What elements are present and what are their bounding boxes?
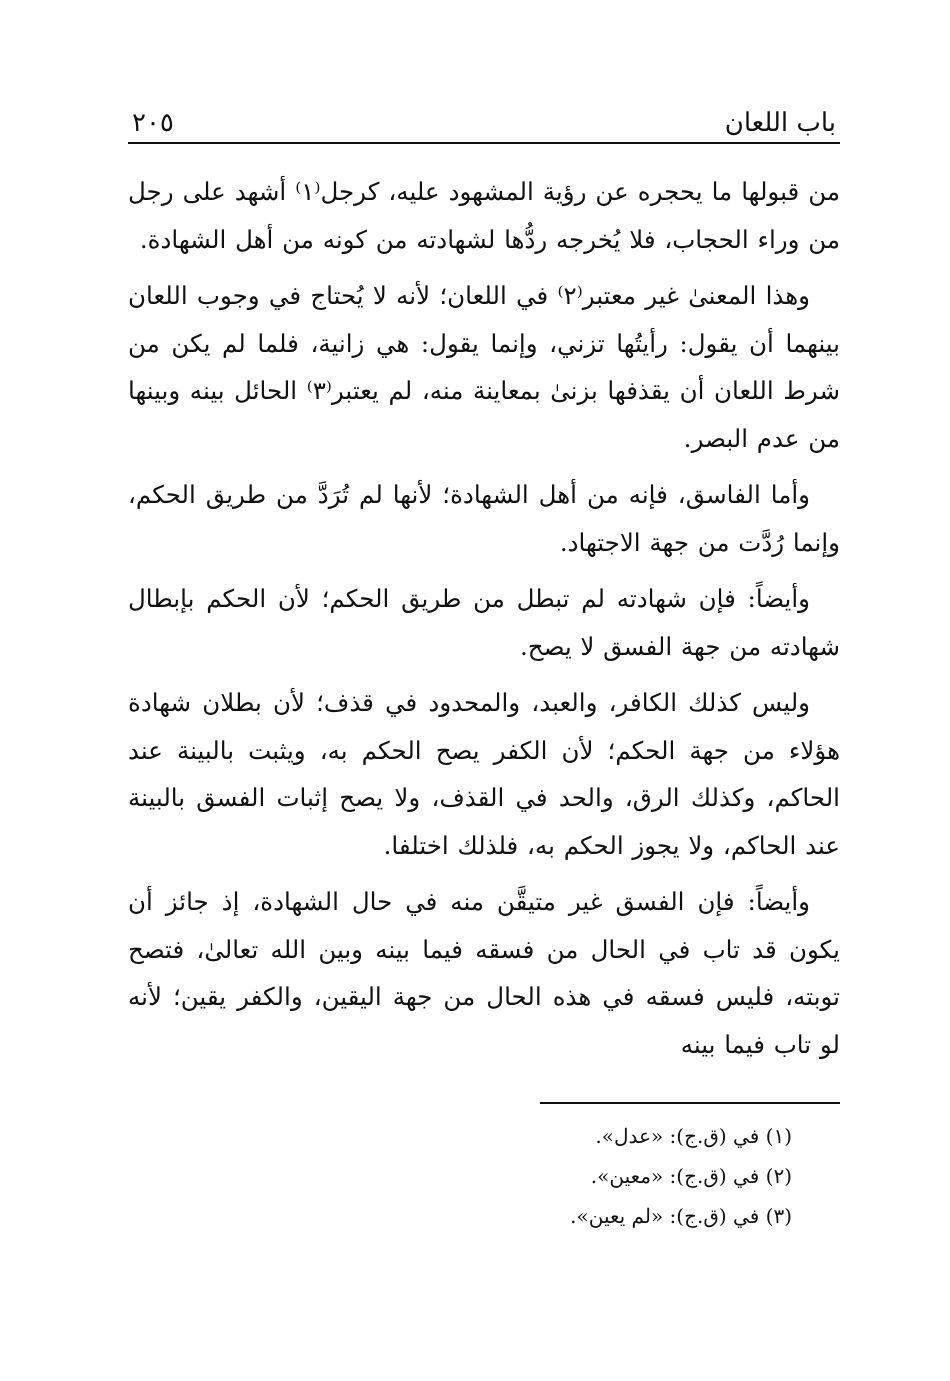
paragraph: وهذا المعنىٰ غير معتبر⁽٢⁾ في اللعان؛ لأنه لا يُحتاج في وجوب اللعان بينهما أن يقول: رأيتُها تزني، وإنما يقول: هي زانية، فلما لم يكن من شرط اللعان أن يقذفها بزنىٰ بمعاينة منه، لم يعتبر⁽٣⁾ الحائل بينه وبينها من عدم البصر.	[128, 281, 840, 453]
paragraph: وأيضاً: فإن الفسق غير متيقَّن منه في حال الشهادة، إذ جائز أن يكون قد تاب في الحال من فسقه فيما بينه وبين الله تعالىٰ، فتصح توبته، فليس فسقه في هذه الحال من جهة اليقين، والكفر يقين؛ لأنه لو تاب فيما بينه	[128, 887, 840, 1059]
main-text	[128, 168, 840, 1068]
paragraph: وليس كذلك الكافر، والعبد، والمحدود في قذف؛ لأن بطلان شهادة هؤلاء من جهة الحكم؛ لأن الكفر يصح الحكم به، ويثبت بالبينة عند الحاكم، وكذلك الرق، والحد في القذف، ولا يصح إثبات الفسق بالبينة عند الحاكم، ولا يجوز الحكم به، فلذلك اختلفا.	[128, 688, 840, 860]
paragraph: وأما الفاسق، فإنه من أهل الشهادة؛ لأنها لم تُرَدَّ من طريق الحكم، وإنما رُدَّت من جهة الاجتهاد.	[128, 480, 840, 557]
paragraph: وأيضاً: فإن شهادته لم تبطل من طريق الحكم؛ لأن الحكم بإبطال شهادته من جهة الفسق لا يصح.	[128, 584, 840, 661]
paragraph: من قبولها ما يحجره عن رؤية المشهود عليه، كرجل⁽١⁾ أشهد على رجل من وراء الحجاب، فلا يُخرجه ردُّها لشهادته من كونه من أهل الشهادة.	[128, 177, 840, 254]
footnote: (٢) في (ق.ج): «معين».	[590, 1164, 792, 1188]
page-number: ٢٠٥	[132, 108, 174, 138]
footnote-divider	[540, 1102, 840, 1104]
footnote: (٣) في (ق.ج): «لم يعين».	[570, 1204, 792, 1228]
footnotes	[128, 1116, 840, 1236]
chapter-title: باب اللعان	[724, 108, 836, 138]
book-page	[128, 96, 840, 1336]
running-header	[128, 96, 840, 144]
footnote: (١) في (ق.ج): «عدل».	[595, 1124, 792, 1148]
